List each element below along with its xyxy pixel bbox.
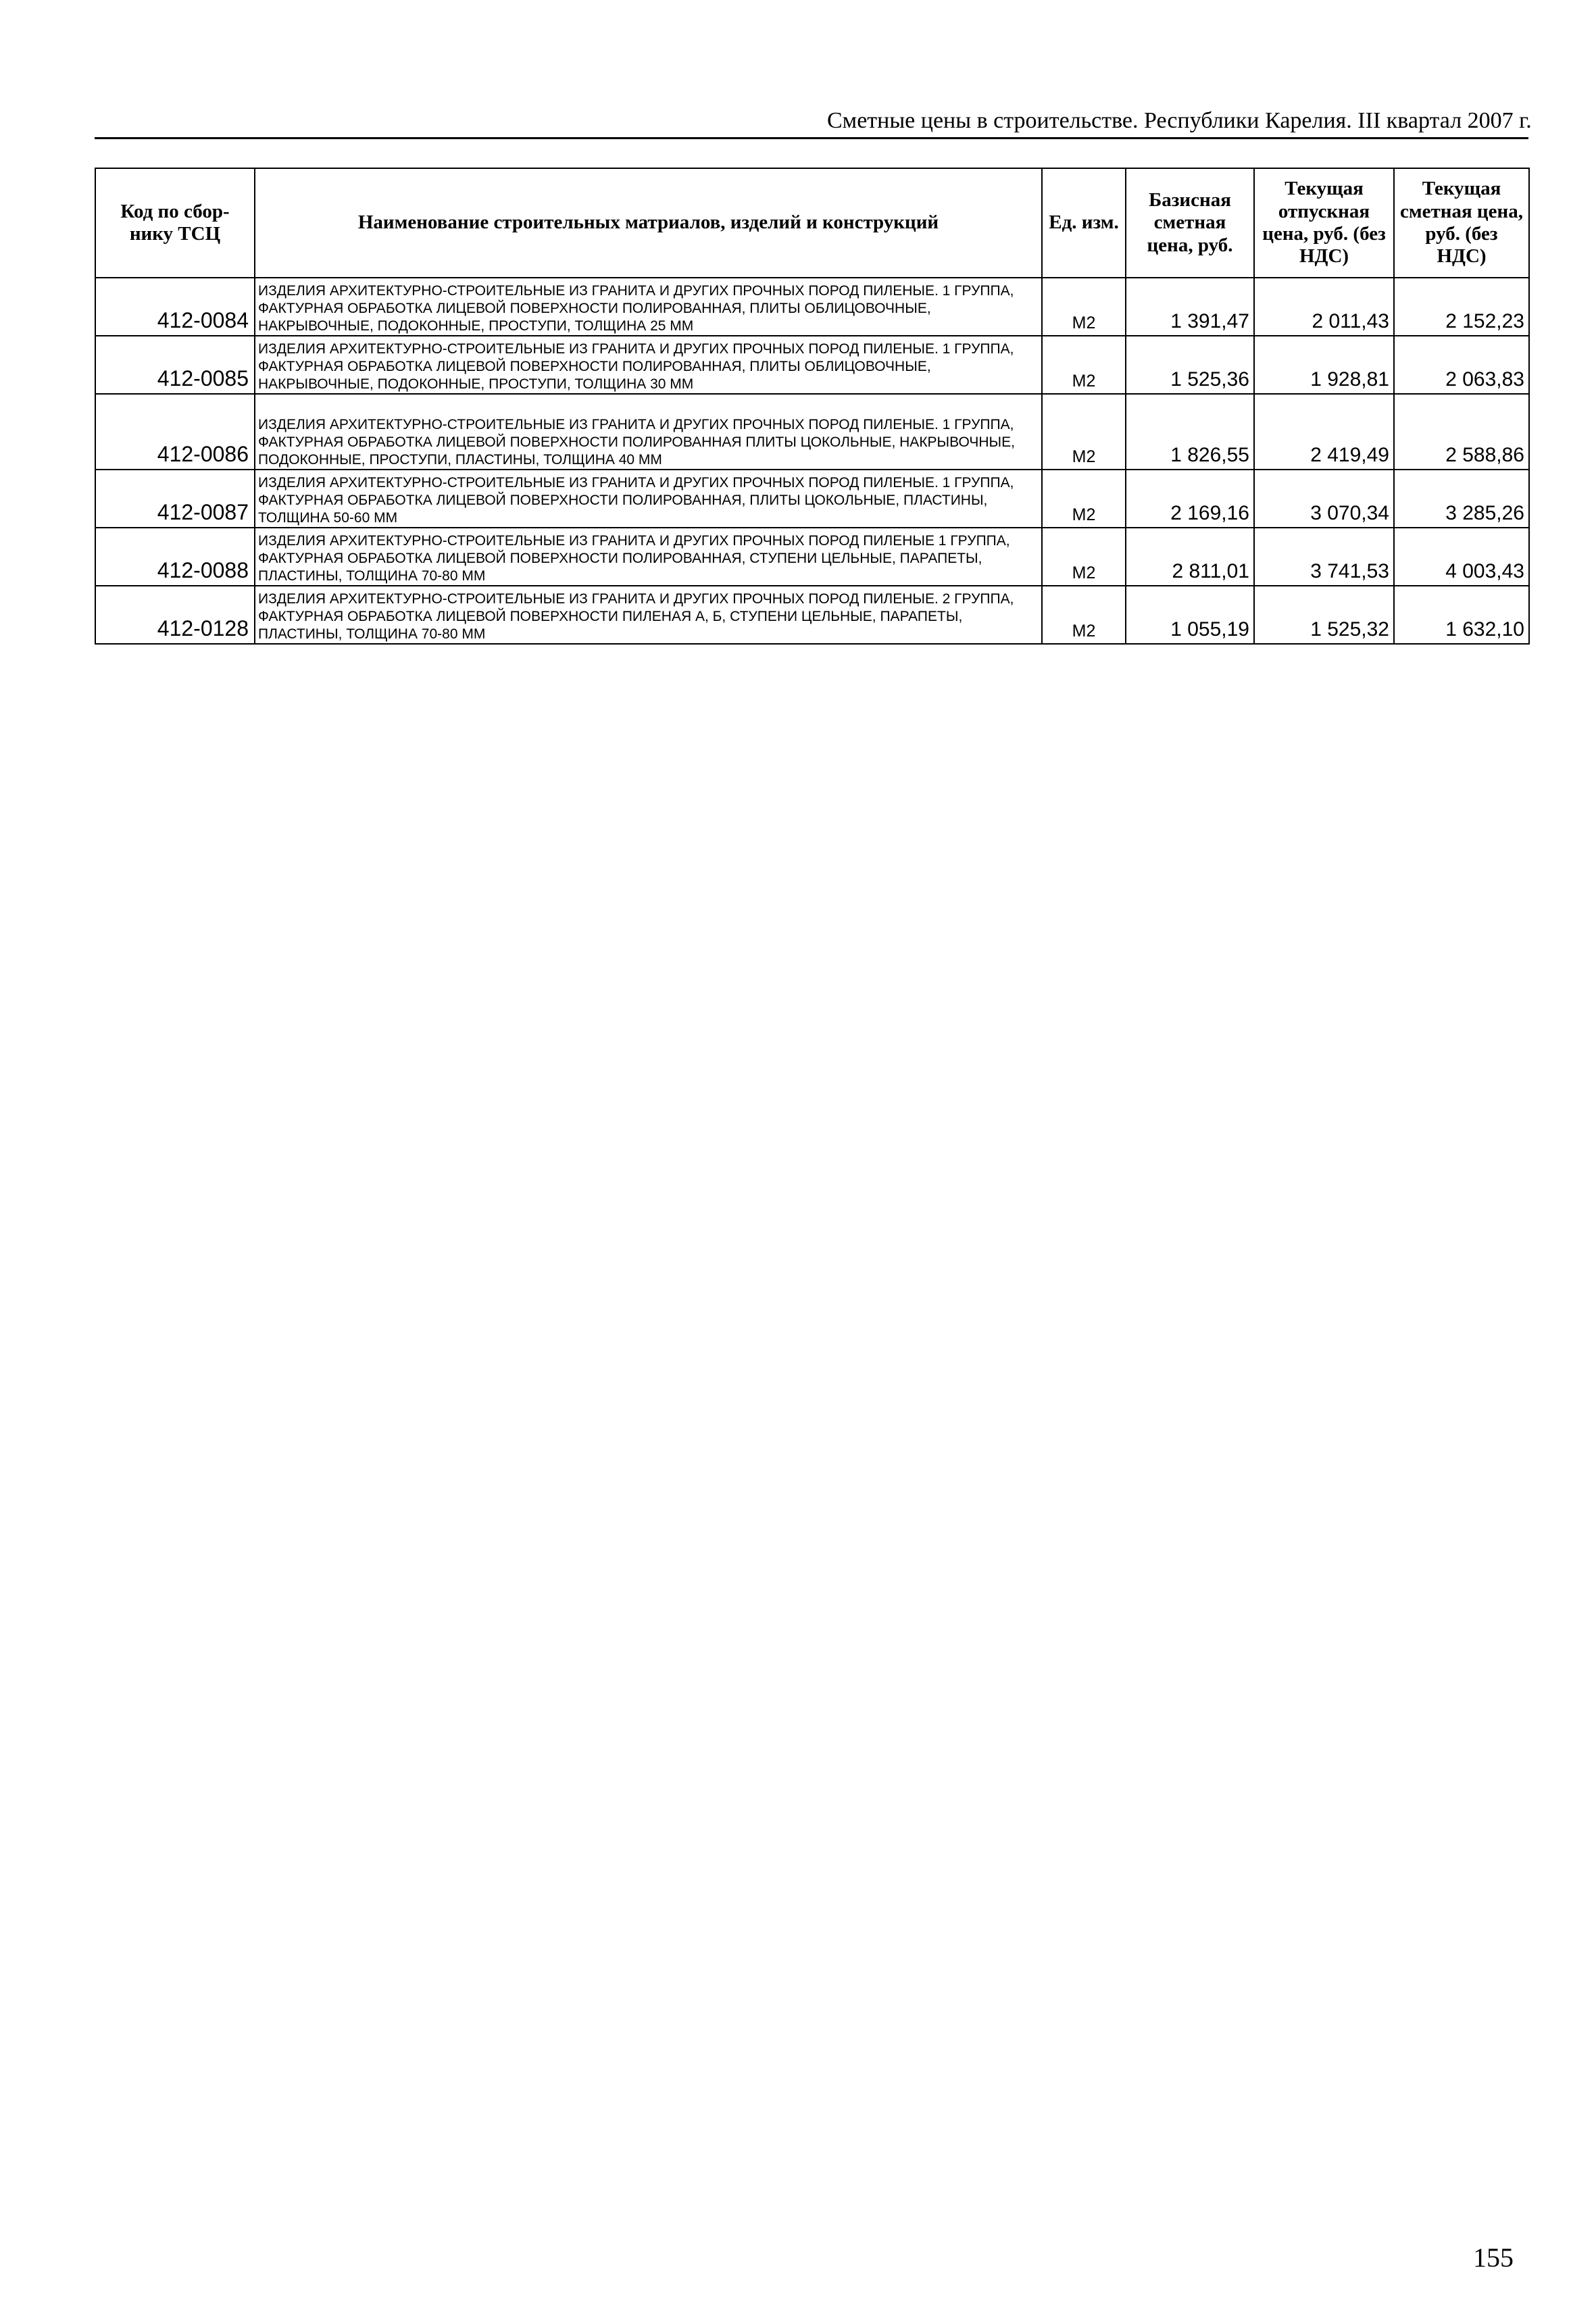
cell-description: ИЗДЕЛИЯ АРХИТЕКТУРНО-СТРОИТЕЛЬНЫЕ ИЗ ГРАНИТА И ДРУГИХ ПРОЧНЫХ ПОРОД ПИЛЕНЫЕ. 2 ГРУППА, ФАКТУРНАЯ ОБРАБОТКА ЛИЦЕВОЙ ПОВЕРХНОСТИ ПИЛЕНАЯ А, Б, СТУПЕНИ ЦЕЛЬНЫЕ, ПАРАПЕТЫ, ПЛАСТИНЫ, ТОЛЩИНА 70-80 ММ: [255, 586, 1042, 644]
cell-unit: М2: [1042, 470, 1126, 528]
cell-current-price: 1 632,10: [1394, 586, 1529, 644]
cell-release-price: 3 741,53: [1254, 528, 1394, 586]
cell-current-price: 3 285,26: [1394, 470, 1529, 528]
cell-current-price: 2 152,23: [1394, 278, 1529, 336]
cell-base-price: 1 525,36: [1126, 336, 1254, 394]
cell-current-price: 4 003,43: [1394, 528, 1529, 586]
cell-base-price: 1 055,19: [1126, 586, 1254, 644]
cell-release-price: 1 525,32: [1254, 586, 1394, 644]
cell-unit: М2: [1042, 394, 1126, 470]
cell-base-price: 1 391,47: [1126, 278, 1254, 336]
page-header: Сметные цены в строительстве. Республики Карелия. III квартал 2007 г.: [827, 108, 1532, 133]
cell-current-price: 2 588,86: [1394, 394, 1529, 470]
cell-code: 412-0128: [95, 586, 255, 644]
column-header-code: Код по сбор-нику ТСЦ: [95, 168, 255, 278]
cell-unit: М2: [1042, 528, 1126, 586]
table-row: [95, 528, 1529, 586]
table-row: [95, 336, 1529, 394]
cell-description: ИЗДЕЛИЯ АРХИТЕКТУРНО-СТРОИТЕЛЬНЫЕ ИЗ ГРАНИТА И ДРУГИХ ПРОЧНЫХ ПОРОД ПИЛЕНЫЕ. 1 ГРУППА, ФАКТУРНАЯ ОБРАБОТКА ЛИЦЕВОЙ ПОВЕРХНОСТИ ПОЛИРОВАННАЯ, ПЛИТЫ ЦОКОЛЬНЫЕ, ПЛАСТИНЫ, ТОЛЩИНА 50-60 ММ: [255, 470, 1042, 528]
cell-release-price: 3 070,34: [1254, 470, 1394, 528]
cell-description: ИЗДЕЛИЯ АРХИТЕКТУРНО-СТРОИТЕЛЬНЫЕ ИЗ ГРАНИТА И ДРУГИХ ПРОЧНЫХ ПОРОД ПИЛЕНЫЕ. 1 ГРУППА, ФАКТУРНАЯ ОБРАБОТКА ЛИЦЕВОЙ ПОВЕРХНОСТИ ПОЛИРОВАННАЯ ПЛИТЫ ЦОКОЛЬНЫЕ, НАКРЫВОЧНЫЕ, ПОДОКОННЫЕ, ПРОСТУПИ, ПЛАСТИНЫ, ТОЛЩИНА 40 ММ: [255, 394, 1042, 470]
column-header-unit: Ед. изм.: [1042, 168, 1126, 278]
page-number: 155: [1473, 2242, 1514, 2273]
table-header-row: [95, 168, 1529, 278]
cell-code: 412-0087: [95, 470, 255, 528]
cell-base-price: 1 826,55: [1126, 394, 1254, 470]
header-rule: [95, 137, 1528, 139]
cell-release-price: 1 928,81: [1254, 336, 1394, 394]
cell-unit: М2: [1042, 278, 1126, 336]
table-body: [95, 278, 1529, 644]
table-row: [95, 470, 1529, 528]
table-row: [95, 586, 1529, 644]
cell-description: ИЗДЕЛИЯ АРХИТЕКТУРНО-СТРОИТЕЛЬНЫЕ ИЗ ГРАНИТА И ДРУГИХ ПРОЧНЫХ ПОРОД ПИЛЕНЫЕ 1 ГРУППА, ФАКТУРНАЯ ОБРАБОТКА ЛИЦЕВОЙ ПОВЕРХНОСТИ ПОЛИРОВАННАЯ, СТУПЕНИ ЦЕЛЬНЫЕ, ПАРАПЕТЫ, ПЛАСТИНЫ, ТОЛЩИНА 70-80 ММ: [255, 528, 1042, 586]
cell-code: 412-0086: [95, 394, 255, 470]
cell-description: ИЗДЕЛИЯ АРХИТЕКТУРНО-СТРОИТЕЛЬНЫЕ ИЗ ГРАНИТА И ДРУГИХ ПРОЧНЫХ ПОРОД ПИЛЕНЫЕ. 1 ГРУППА, ФАКТУРНАЯ ОБРАБОТКА ЛИЦЕВОЙ ПОВЕРХНОСТИ ПОЛИРОВАННАЯ, ПЛИТЫ ОБЛИЦОВОЧНЫЕ, НАКРЫВОЧНЫЕ, ПОДОКОННЫЕ, ПРОСТУПИ, ТОЛЩИНА 25 ММ: [255, 278, 1042, 336]
column-header-name: Наименование строительных матриалов, изделий и конструкций: [255, 168, 1042, 278]
cell-base-price: 2 169,16: [1126, 470, 1254, 528]
cell-unit: М2: [1042, 586, 1126, 644]
cell-code: 412-0088: [95, 528, 255, 586]
cell-release-price: 2 011,43: [1254, 278, 1394, 336]
table-row: [95, 278, 1529, 336]
cell-base-price: 2 811,01: [1126, 528, 1254, 586]
cell-description: ИЗДЕЛИЯ АРХИТЕКТУРНО-СТРОИТЕЛЬНЫЕ ИЗ ГРАНИТА И ДРУГИХ ПРОЧНЫХ ПОРОД ПИЛЕНЫЕ. 1 ГРУППА, ФАКТУРНАЯ ОБРАБОТКА ЛИЦЕВОЙ ПОВЕРХНОСТИ ПОЛИРОВАННАЯ, ПЛИТЫ ОБЛИЦОВОЧНЫЕ, НАКРЫВОЧНЫЕ, ПОДОКОННЫЕ, ПРОСТУПИ, ТОЛЩИНА 30 ММ: [255, 336, 1042, 394]
column-header-base-price: Базисная сметная цена, руб.: [1126, 168, 1254, 278]
cell-release-price: 2 419,49: [1254, 394, 1394, 470]
column-header-current-price: Текущая сметная цена, руб. (без НДС): [1394, 168, 1529, 278]
table-row: [95, 394, 1529, 470]
cell-current-price: 2 063,83: [1394, 336, 1529, 394]
cell-code: 412-0085: [95, 336, 255, 394]
cell-unit: М2: [1042, 336, 1126, 394]
column-header-release-price: Текущая отпускная цена, руб. (без НДС): [1254, 168, 1394, 278]
cell-code: 412-0084: [95, 278, 255, 336]
price-table: [95, 168, 1530, 645]
